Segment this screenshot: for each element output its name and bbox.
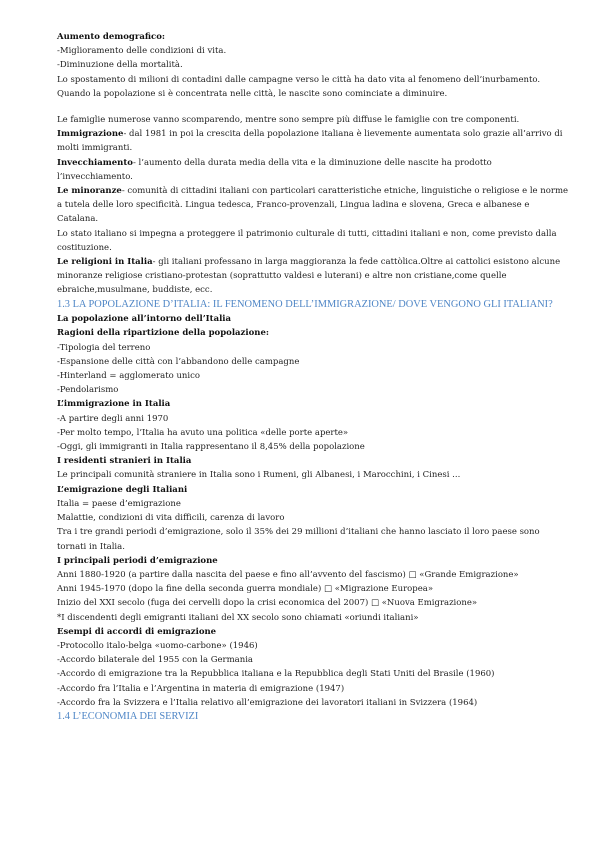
subheading-accordi: Esempi di accordi di emigrazione xyxy=(57,626,217,637)
term-invecchiamento: Invecchiamento xyxy=(57,157,133,168)
definition-text: - gli italiani professano in larga maggioranza la fede cattòlica.Oltre ai cattolici esistono alcune minoranze religiose cristiano-protestan (soprattutto valdesi e luterani) e altre non cristiane,come quelle ebraiche,musulmane, buddiste, ecc. xyxy=(57,257,561,296)
list-item: -Accordo bilaterale del 1955 con la Germania xyxy=(57,655,253,666)
list-item: -A partire degli anni 1970 xyxy=(57,413,169,424)
subheading-residenti: I residenti stranieri in Italia xyxy=(57,456,192,467)
term-minoranze: Le minoranze xyxy=(57,186,122,197)
heading-aumento-demografico: Aumento demografico: xyxy=(57,32,166,42)
paragraph: Le principali comunità straniere in Italia sono i Rumeni, gli Albanesi, i Marocchini, i Cinesi ... xyxy=(57,470,461,481)
list-item: Malattie, condizioni di vita difficili, carenza di lavoro xyxy=(57,513,285,524)
subheading-immigrazione: L’immigrazione in Italia xyxy=(57,399,171,410)
list-item: -Miglioramento delle condizioni di vita. xyxy=(57,46,227,57)
subheading-emigrazione: L’emigrazione degli Italiani xyxy=(57,484,188,495)
paragraph-stato: Lo stato italiano si impegna a proteggere il patrimonio culturale di tutti, cittadini italiani e non, come previsto dalla costituzione. xyxy=(57,228,557,253)
list-item: -Hinterland = agglomerato unico xyxy=(57,371,201,382)
subheading-periodi: I principali periodi d’emigrazione xyxy=(57,555,218,566)
paragraph: Lo spostamento di milioni di contadini dalle campagne verso le città ha dato vita al fenomeno dell’inurbamento. xyxy=(57,74,541,85)
subheading-popolazione-intorno: La popolazione all’intorno dell’Italia xyxy=(57,314,232,325)
term-religioni: Le religioni in Italia xyxy=(57,257,153,268)
list-item: -Protocollo italo-belga «uomo-carbone» (1946) xyxy=(57,640,258,651)
definition-text: - l’aumento della durata media della vita e la diminuzione delle nascite ha prodotto l’invecchiamento. xyxy=(57,157,492,182)
subheading-ragioni: Ragioni della ripartizione della popolazione: xyxy=(57,328,270,339)
list-item: -Oggi, gli immigranti in Italia rappresentano il 8,45% della popolazione xyxy=(57,442,365,453)
list-item: -Diminuzione della mortalità. xyxy=(57,60,183,71)
list-item: Inizio del XXI secolo (fuga dei cervelli dopo la crisi economica del 2007) □ «Nuova Emigrazione» xyxy=(57,598,478,609)
section-title-1-3: 1.3 LA POPOLAZIONE D’ITALIA: IL FENOMENO DELL’IMMIGRAZIONE/ DOVE VENGONO GLI ITALIANI? xyxy=(57,298,553,310)
paragraph-invecchiamento xyxy=(57,156,570,184)
section-title-1-4: 1.4 L’ECONOMIA DEI SERVIZI xyxy=(57,710,199,722)
list-item: -Per molto tempo, l’Italia ha avuto una politica «delle porte aperte» xyxy=(57,427,349,438)
spacer xyxy=(57,101,570,113)
paragraph-immigrazione xyxy=(57,127,570,155)
paragraph: Quando la popolazione si è concentrata nelle città, le nascite sono cominciate a diminuire. xyxy=(57,88,448,99)
paragraph: Tra i tre grandi periodi d’emigrazione, solo il 35% dei 29 millioni d’italiani che hanno lasciato il loro paese sono tornati in Italia. xyxy=(57,527,540,552)
list-item: -Accordo fra la Svizzera e l’Italia relativo all’emigrazione dei lavoratori italiani in Svizzera (1964) xyxy=(57,697,478,708)
footnote: *I discendenti degli emigranti italiani del XX secolo sono chiamati «oriundi italiani» xyxy=(57,612,419,623)
list-item: -Accordo fra l’Italia e l’Argentina in materia di emigrazione (1947) xyxy=(57,683,345,694)
paragraph-minoranze xyxy=(57,184,570,227)
list-item: -Accordo di emigrazione tra la Repubblica italiana e la Repubblica degli Stati Uniti del Brasile (1960) xyxy=(57,669,495,680)
list-item: -Pendolarismo xyxy=(57,385,119,396)
list-item: Anni 1880-1920 (a partire dalla nascita del paese e fino all’avvento del fascismo) □ «Grande Emigrazione» xyxy=(57,569,519,580)
list-item: Anni 1945-1970 (dopo la fine della seconda guerra mondiale) □ «Migrazione Europea» xyxy=(57,584,434,595)
paragraph-religioni xyxy=(57,255,570,298)
list-item: -Espansione delle città con l’abbandono delle campagne xyxy=(57,356,300,367)
term-immigrazione: Immigrazione xyxy=(57,129,124,140)
definition-text: - dal 1981 in poi la crescita della popolazione italiana è lievemente aumentata solo grazie all’arrivo di molti immigranti. xyxy=(57,129,563,154)
definition-text: - comunità di cittadini italiani con particolari caratteristiche etniche, linguistiche o religiose e le norme a tutela delle loro specificità. Lingua tedesca, Franco-provenzali, Lingua ladina e slovena, Greca e albanese e Catalana. xyxy=(57,186,569,225)
list-item: Italia = paese d’emigrazione xyxy=(57,498,181,509)
paragraph-famiglie: Le famiglie numerose vanno scomparendo, mentre sono sempre più diffuse le famiglie con tre componenti. xyxy=(57,115,520,126)
list-item: -Tipologia del terreno xyxy=(57,342,151,353)
